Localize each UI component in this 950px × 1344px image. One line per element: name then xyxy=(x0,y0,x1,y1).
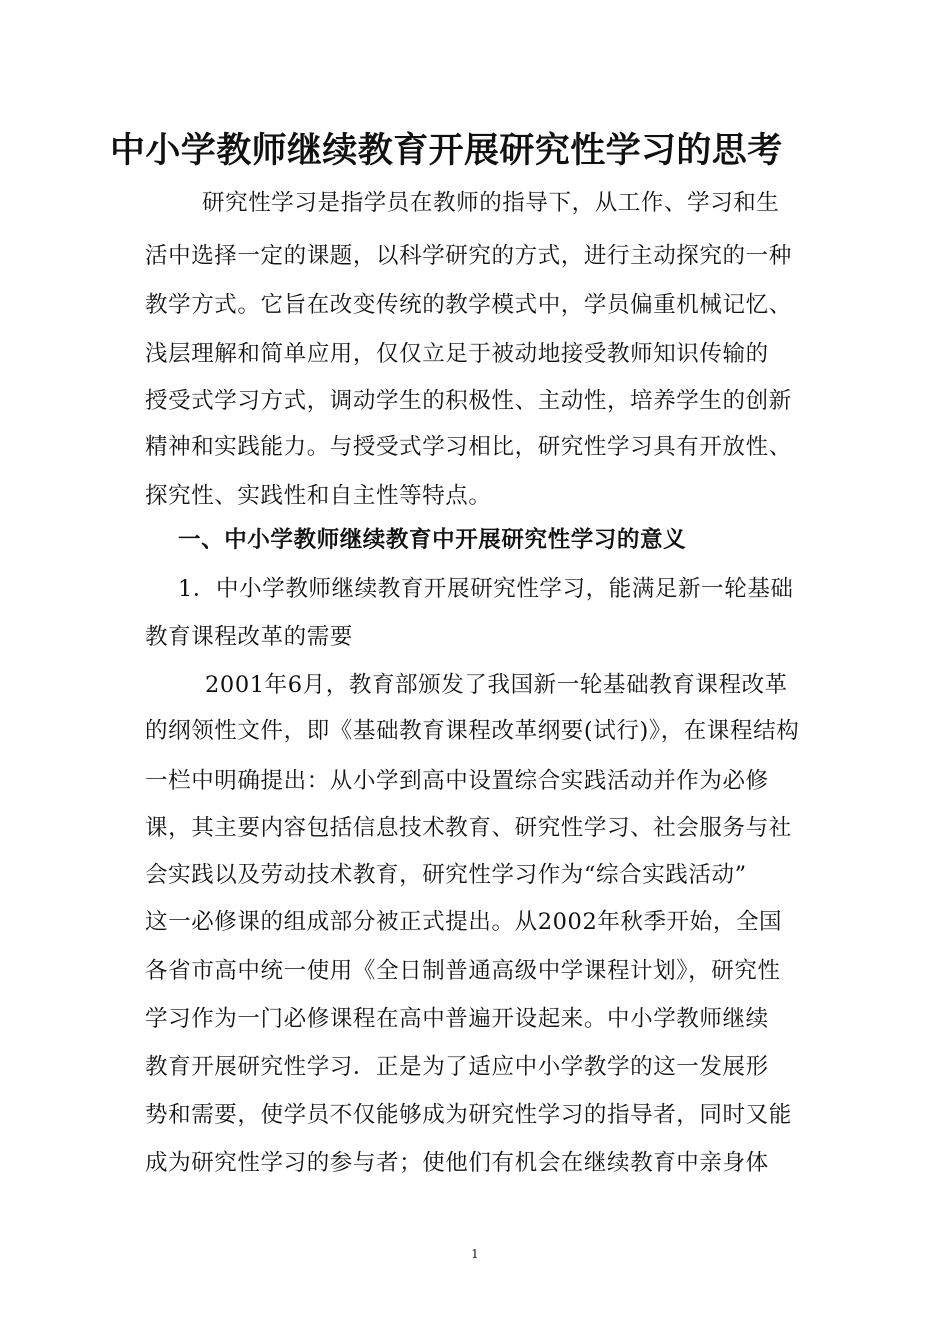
paragraph-line: 授受式学习方式，调动学生的积极性、主动性，培养学生的创新 xyxy=(145,388,792,414)
paragraph-line: 课，其主要内容包括信息技术教育、研究性学习、社会服务与社 xyxy=(145,815,792,841)
paragraph-line: 会实践以及劳动技术教育，研究性学习作为“综合实践活动” xyxy=(145,862,747,888)
page-number: 1 xyxy=(471,1247,479,1261)
paragraph-line: 教学方式。它旨在改变传统的教学模式中，学员偏重机械记忆、 xyxy=(145,292,792,318)
paragraph-line: 各省市高中统一使用《全日制普通高级中学课程计划》，研究性 xyxy=(145,958,781,984)
paragraph-line: 研究性学习是指学员在教师的指导下，从工作、学习和生 xyxy=(202,190,780,216)
paragraph-line: 的纲领性文件，即《基础教育课程改革纲要(试行)》，在课程结构 xyxy=(145,718,800,744)
paragraph-line: 一栏中明确提出：从小学到高中设置综合实践活动并作为必修 xyxy=(145,768,769,794)
paragraph-line: 成为研究性学习的参与者；使他们有机会在继续教育中亲身体 xyxy=(145,1150,769,1176)
paragraph-line: 教育开展研究性学习．正是为了适应中小学教学的这一发展形 xyxy=(145,1054,769,1080)
paragraph-line: 探究性、实践性和自主性等特点。 xyxy=(145,483,492,509)
paragraph-line: 学习作为一门必修课程在高中普遍开设起来。中小学教师继续 xyxy=(145,1006,769,1032)
section-heading: 一、中小学教师继续教育中开展研究性学习的意义 xyxy=(178,527,687,553)
paragraph-line: 活中选择一定的课题，以科学研究的方式，进行主动探究的一种 xyxy=(145,243,792,269)
paragraph-line: 教育课程改革的需要 xyxy=(145,624,353,650)
document-title: 中小学教师继续教育开展研究性学习的思考 xyxy=(110,131,783,171)
paragraph-line: 2001年6月，教育部颁发了我国新一轮基础教育课程改革 xyxy=(205,672,788,698)
paragraph-line: 浅层理解和简单应用，仅仅立足于被动地接受教师知识传输的 xyxy=(145,341,769,367)
paragraph-line: 精神和实践能力。与授受式学习相比，研究性学习具有开放性、 xyxy=(145,434,792,460)
paragraph-line: 1．中小学教师继续教育开展研究性学习，能满足新一轮基础 xyxy=(178,576,794,602)
paragraph-line: 这一必修课的组成部分被正式提出。从2002年秋季开始，全国 xyxy=(145,909,783,935)
paragraph-line: 势和需要，使学员不仅能够成为研究性学习的指导者，同时又能 xyxy=(145,1102,792,1128)
